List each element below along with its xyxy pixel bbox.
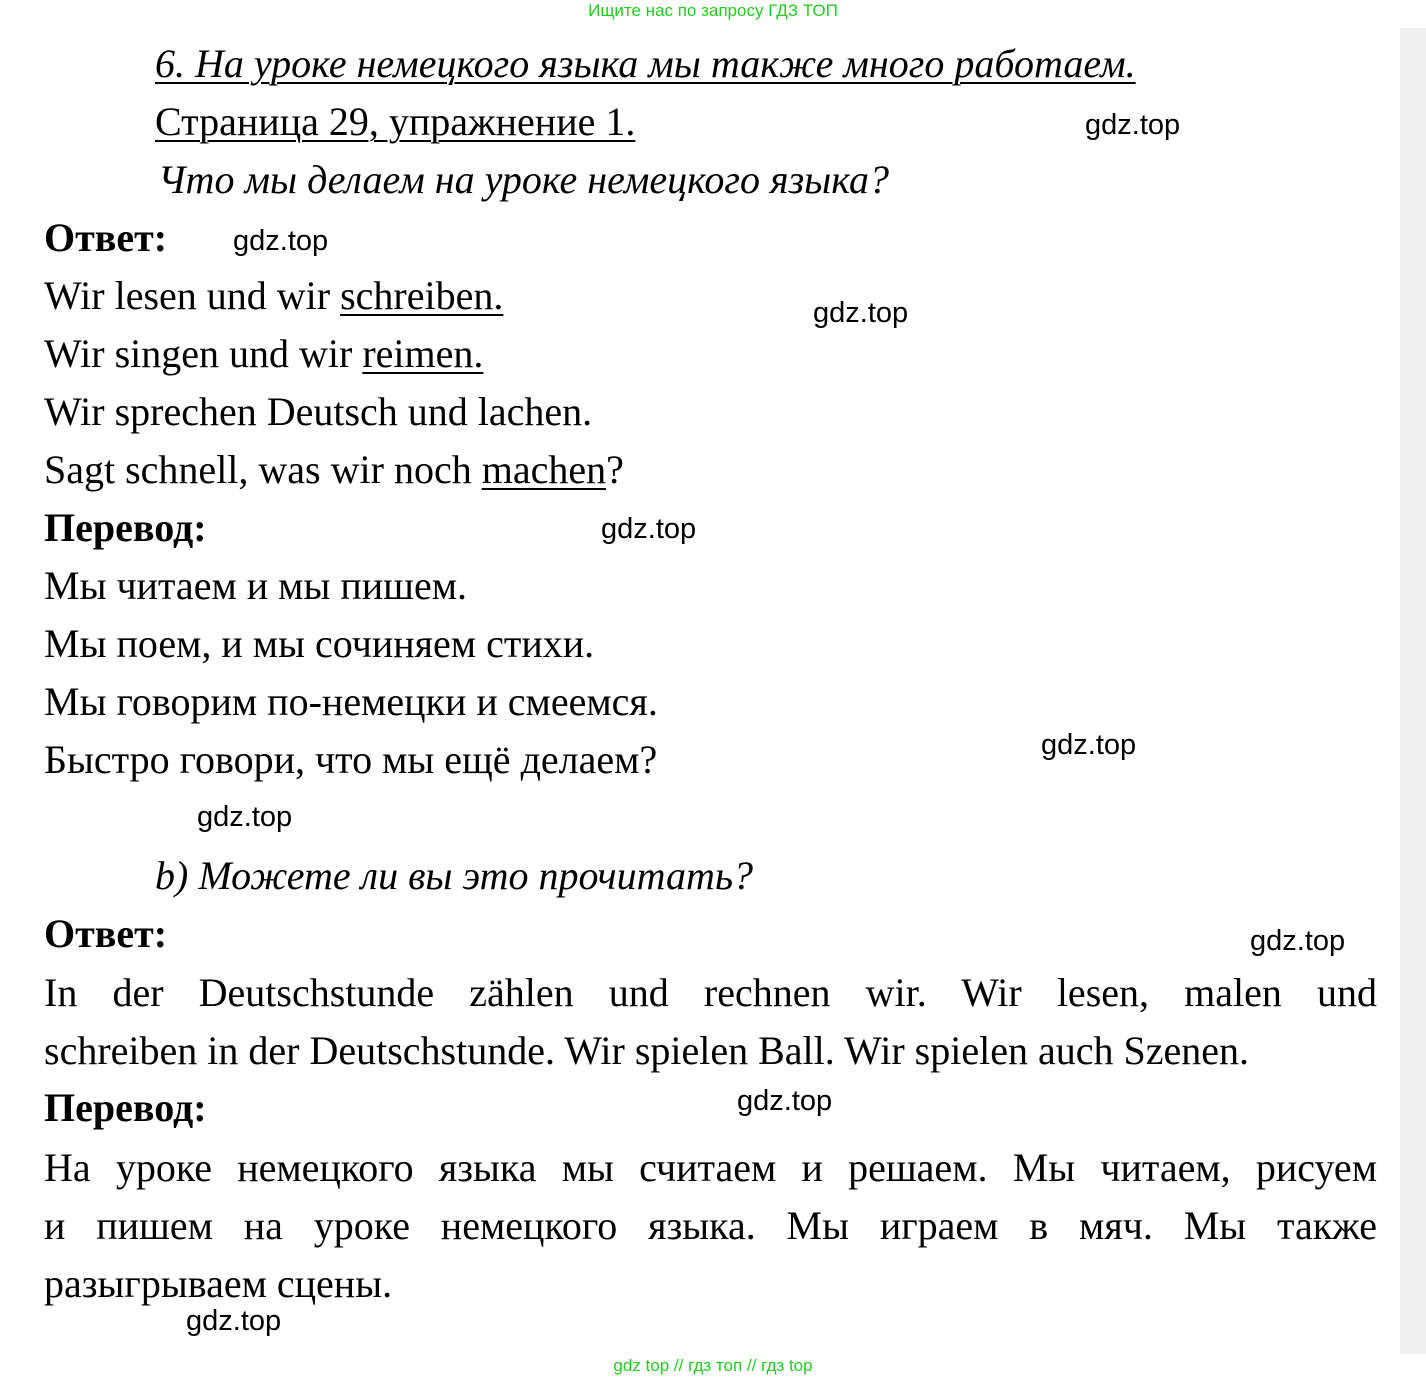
poem-line-4-tail: ?	[606, 447, 624, 492]
poem-line-2-underlined: reimen.	[362, 331, 484, 376]
answer-label: Ответ:	[44, 215, 168, 260]
bottom-banner[interactable]: gdz top // гдз топ // гдз top	[613, 1356, 813, 1375]
answer-b-line-1: In der Deutschstunde zählen und rechnen wir. Wir lesen, malen und	[44, 970, 1377, 1015]
poem-line-1-text: Wir lesen und wir	[44, 273, 341, 318]
translation-line-4: Быстро говори, что мы ещё делаем?	[44, 737, 658, 782]
translation-label-b: Перевод:	[44, 1085, 207, 1130]
page-exercise-reference: Страница 29, упражнение 1.	[155, 99, 636, 144]
translation-b-line-3: разыгрываем сцены.	[44, 1261, 393, 1306]
watermark: gdz.top	[813, 297, 909, 329]
translation-line-3: Мы говорим по-немецки и смеемся.	[44, 679, 658, 724]
watermark: gdz.top	[1250, 925, 1346, 957]
answer-label-b: Ответ:	[44, 911, 168, 956]
translation-line-2: Мы поем, и мы сочиняем стихи.	[44, 621, 595, 666]
poem-line-1-underlined: schreiben.	[340, 273, 504, 318]
poem-line-1	[44, 272, 503, 319]
translation-label: Перевод:	[44, 505, 207, 550]
watermark: gdz.top	[1085, 109, 1181, 141]
poem-line-4-underlined: machen	[481, 447, 607, 492]
translation-b-line-1: На уроке немецкого языка мы считаем и решаем. Мы читаем, рисуем	[44, 1145, 1377, 1190]
watermark: gdz.top	[233, 225, 329, 257]
poem-line-4	[44, 446, 624, 493]
watermark: gdz.top	[186, 1305, 282, 1337]
poem-line-4-text: Sagt schnell, was wir noch	[44, 447, 482, 492]
answer-b-line-2: schreiben in der Deutschstunde. Wir spielen Ball. Wir spielen auch Szenen.	[44, 1028, 1249, 1073]
poem-line-2-text: Wir singen und wir	[44, 331, 363, 376]
scrollbar[interactable]	[1400, 28, 1426, 1354]
poem-line-2	[44, 330, 483, 377]
poem-line-3: Wir sprechen Deutsch und lachen.	[44, 389, 593, 434]
watermark: gdz.top	[737, 1085, 833, 1117]
exercise-heading: 6. На уроке немецкого языка мы также много работаем.	[155, 41, 1136, 86]
translation-line-1: Мы читаем и мы пишем.	[44, 563, 468, 608]
question-b: b) Можете ли вы это прочитать?	[155, 853, 754, 898]
watermark: gdz.top	[601, 513, 697, 545]
watermark: gdz.top	[1041, 729, 1137, 761]
watermark: gdz.top	[197, 801, 293, 833]
top-banner[interactable]: Ищите нас по запросу ГДЗ ТОП	[588, 1, 838, 20]
question-a: Что мы делаем на уроке немецкого языка?	[158, 157, 889, 202]
translation-b-line-2: и пишем на уроке немецкого языка. Мы играем в мяч. Мы также	[44, 1203, 1377, 1248]
